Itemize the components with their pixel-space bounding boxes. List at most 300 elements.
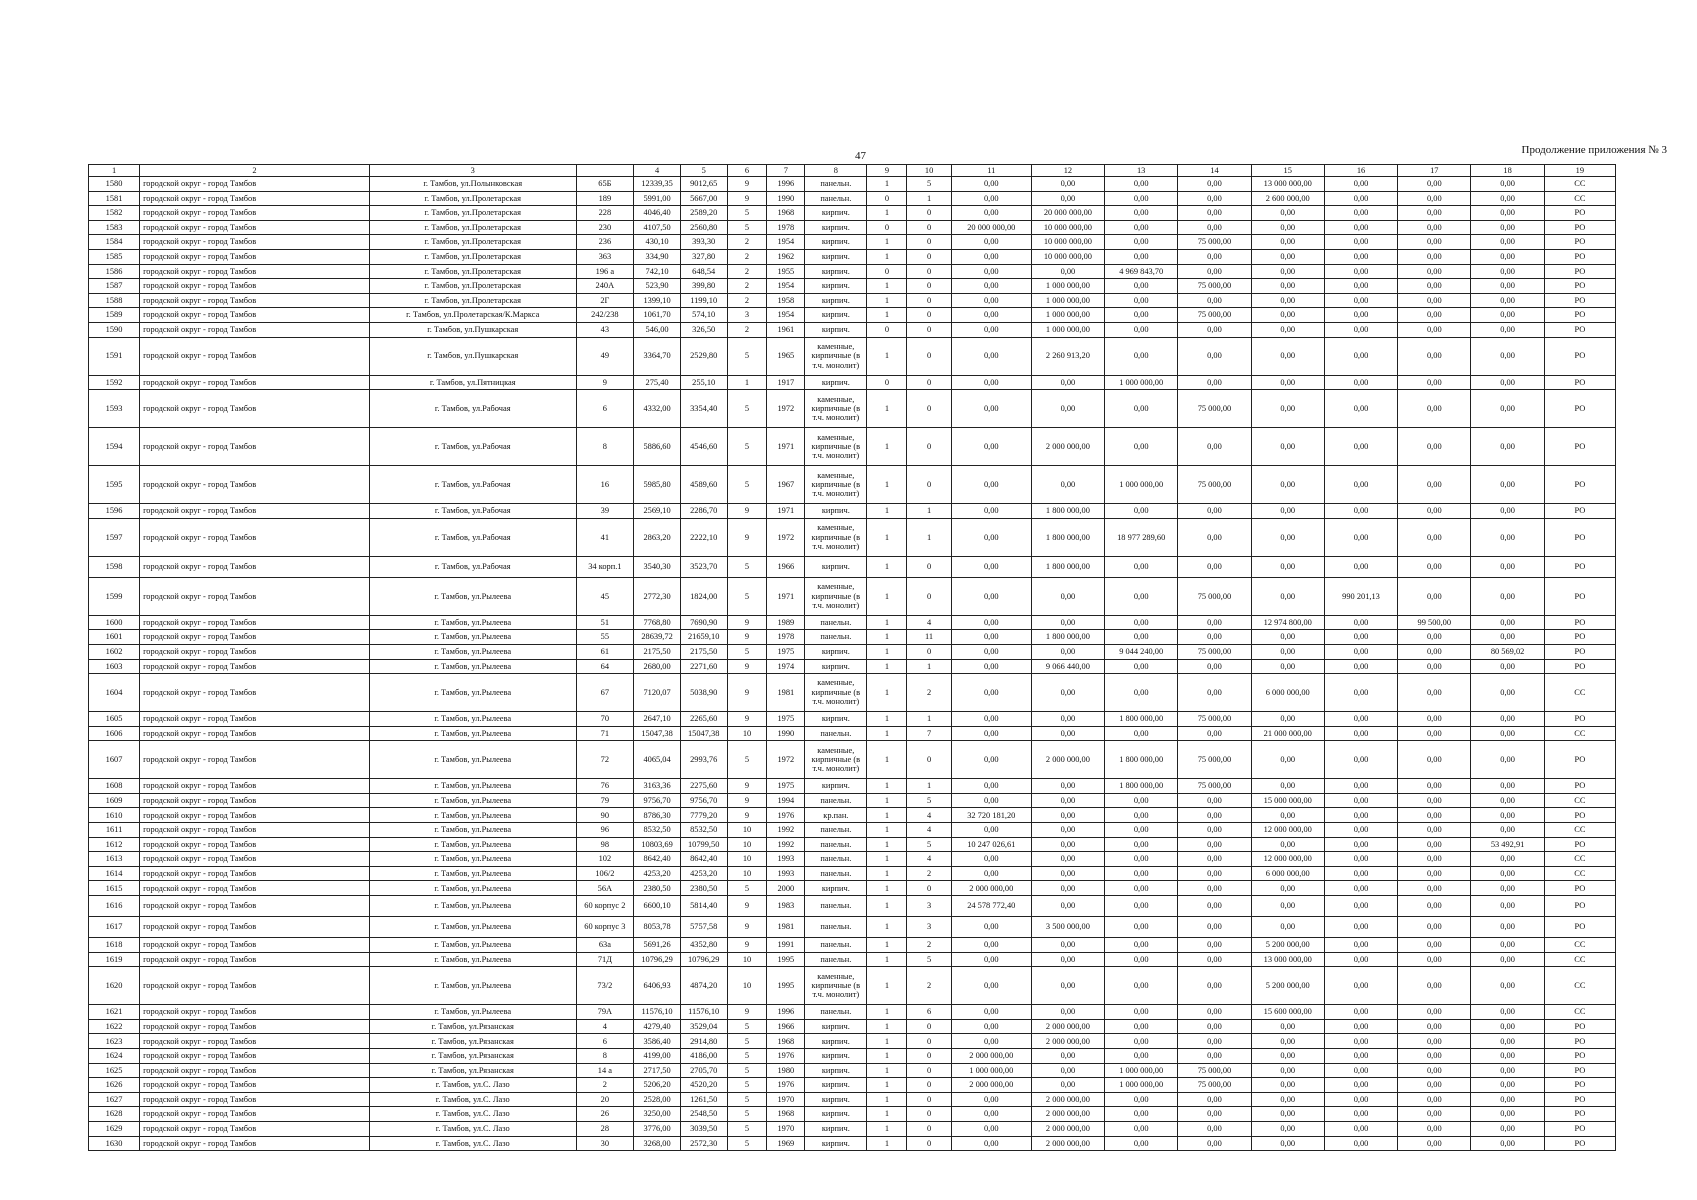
- table-cell: 0,00: [1105, 896, 1178, 917]
- table-cell: городской округ - город Тамбов: [140, 881, 370, 896]
- table-cell: 0,00: [1178, 1034, 1251, 1049]
- table-cell: 28639,72: [634, 630, 681, 645]
- table-cell: 6600,10: [634, 896, 681, 917]
- table-cell: 1: [867, 1063, 907, 1078]
- table-cell: 75 000,00: [1178, 390, 1251, 428]
- table-cell: 1: [867, 390, 907, 428]
- table-cell: 0,00: [1251, 337, 1324, 375]
- table-row: [89, 518, 1616, 556]
- table-cell: 1: [867, 896, 907, 917]
- table-cell: 240А: [576, 279, 634, 294]
- table-cell: 9: [727, 896, 767, 917]
- table-cell: 0: [907, 1078, 951, 1093]
- table-cell: 0,00: [951, 264, 1031, 279]
- table-cell: 7768,80: [634, 615, 681, 630]
- table-cell: 6406,93: [634, 967, 681, 1005]
- table-cell: городской округ - город Тамбов: [140, 952, 370, 967]
- table-cell: 0,00: [951, 235, 1031, 250]
- table-cell: 1605: [89, 712, 140, 727]
- table-cell: 49: [576, 337, 634, 375]
- table-cell: 1612: [89, 837, 140, 852]
- table-cell: 0: [907, 235, 951, 250]
- table-cell: 1623: [89, 1034, 140, 1049]
- table-cell: 1610: [89, 808, 140, 823]
- table-cell: 1975: [767, 712, 805, 727]
- table-cell: 1 000 000,00: [1105, 1063, 1178, 1078]
- table-cell: 0,00: [1251, 644, 1324, 659]
- table-cell: 12339,35: [634, 177, 681, 192]
- table-cell: 1627: [89, 1092, 140, 1107]
- table-cell: 2569,10: [634, 504, 681, 519]
- table-cell: 0,00: [1031, 837, 1104, 852]
- table-cell: 5: [727, 1063, 767, 1078]
- table-cell: 6: [576, 390, 634, 428]
- table-cell: 230: [576, 220, 634, 235]
- table-cell: 0,00: [1398, 779, 1471, 794]
- table-row: [89, 220, 1616, 235]
- table-cell: РО: [1544, 1078, 1615, 1093]
- table-cell: 1967: [767, 466, 805, 504]
- table-cell: 0,00: [1471, 466, 1544, 504]
- table-cell: городской округ - город Тамбов: [140, 712, 370, 727]
- table-cell: 1968: [767, 206, 805, 221]
- table-cell: 1: [867, 177, 907, 192]
- table-cell: 1: [867, 1005, 907, 1020]
- table-cell: 0,00: [951, 293, 1031, 308]
- table-cell: 0,00: [1324, 293, 1397, 308]
- table-cell: 0,00: [1398, 249, 1471, 264]
- table-cell: 0,00: [1178, 220, 1251, 235]
- table-cell: РО: [1544, 390, 1615, 428]
- table-cell: 1261,50: [680, 1092, 727, 1107]
- table-cell: 1993: [767, 852, 805, 867]
- table-cell: 0,00: [1105, 235, 1178, 250]
- table-cell: городской округ - город Тамбов: [140, 1107, 370, 1122]
- table-cell: 0,00: [1251, 518, 1324, 556]
- table-cell: 0,00: [1178, 674, 1251, 712]
- table-row: [89, 644, 1616, 659]
- table-cell: 12 000 000,00: [1251, 852, 1324, 867]
- table-cell: 10: [727, 952, 767, 967]
- table-cell: 1597: [89, 518, 140, 556]
- table-cell: 1: [867, 967, 907, 1005]
- table-cell: 0,00: [1105, 852, 1178, 867]
- table-cell: 0,00: [1178, 896, 1251, 917]
- table-cell: панельн.: [805, 191, 867, 206]
- table-cell: 0,00: [1398, 793, 1471, 808]
- table-cell: 5: [727, 1078, 767, 1093]
- table-cell: 0,00: [951, 852, 1031, 867]
- table-cell: 2 000 000,00: [951, 1078, 1031, 1093]
- table-cell: 0,00: [951, 1005, 1031, 1020]
- table-cell: 0,00: [951, 308, 1031, 323]
- table-cell: городской округ - город Тамбов: [140, 249, 370, 264]
- table-cell: 0,00: [1324, 206, 1397, 221]
- table-cell: РО: [1544, 1136, 1615, 1151]
- table-row: [89, 504, 1616, 519]
- table-cell: 0,00: [1471, 1034, 1544, 1049]
- table-cell: 0,00: [1471, 504, 1544, 519]
- table-cell: 1622: [89, 1019, 140, 1034]
- table-cell: г. Тамбов, ул.Рязанская: [369, 1063, 576, 1078]
- table-cell: 2380,50: [634, 881, 681, 896]
- table-cell: г. Тамбов, ул.Рылеева: [369, 881, 576, 896]
- table-cell: 32 720 181,20: [951, 808, 1031, 823]
- table-cell: 334,90: [634, 249, 681, 264]
- table-row: [89, 823, 1616, 838]
- table-cell: кирпич.: [805, 504, 867, 519]
- table-cell: 0,00: [951, 504, 1031, 519]
- table-cell: 13 000 000,00: [1251, 952, 1324, 967]
- table-cell: 0,00: [1471, 279, 1544, 294]
- table-cell: 72: [576, 741, 634, 779]
- table-cell: РО: [1544, 1063, 1615, 1078]
- table-cell: 0,00: [951, 390, 1031, 428]
- table-cell: 8532,50: [634, 823, 681, 838]
- table-cell: 0,00: [1251, 837, 1324, 852]
- table-row: [89, 249, 1616, 264]
- table-cell: 0,00: [1031, 375, 1104, 390]
- table-cell: 16: [576, 466, 634, 504]
- table-cell: 75 000,00: [1178, 779, 1251, 794]
- table-cell: 0,00: [1324, 1092, 1397, 1107]
- table-cell: 75 000,00: [1178, 644, 1251, 659]
- table-cell: 0,00: [1251, 308, 1324, 323]
- table-cell: 0,00: [1398, 1063, 1471, 1078]
- table-cell: 0,00: [1324, 659, 1397, 674]
- table-cell: 1 000 000,00: [1031, 322, 1104, 337]
- table-cell: 0: [907, 1121, 951, 1136]
- table-cell: 0,00: [1324, 279, 1397, 294]
- table-cell: 0,00: [1471, 1107, 1544, 1122]
- table-cell: 0,00: [951, 967, 1031, 1005]
- table-cell: кирпич.: [805, 206, 867, 221]
- table-cell: 0,00: [1105, 504, 1178, 519]
- table-cell: 4253,20: [680, 866, 727, 881]
- table-cell: 5985,80: [634, 466, 681, 504]
- table-cell: 75 000,00: [1178, 712, 1251, 727]
- table-cell: г. Тамбов, ул.Рылеева: [369, 808, 576, 823]
- table-cell: 0,00: [1471, 726, 1544, 741]
- table-cell: 0,00: [1251, 630, 1324, 645]
- table-cell: кирпич.: [805, 375, 867, 390]
- table-cell: 1 800 000,00: [1105, 741, 1178, 779]
- table-cell: 0,00: [1471, 1078, 1544, 1093]
- table-cell: 648,54: [680, 264, 727, 279]
- table-cell: кр.пан.: [805, 808, 867, 823]
- table-cell: 0,00: [1251, 279, 1324, 294]
- table-cell: 5: [907, 952, 951, 967]
- table-cell: 6 000 000,00: [1251, 674, 1324, 712]
- table-cell: 0,00: [1398, 375, 1471, 390]
- table-cell: 0,00: [1398, 577, 1471, 615]
- table-cell: г. Тамбов, ул.Рылеева: [369, 741, 576, 779]
- table-cell: 0,00: [1471, 793, 1544, 808]
- table-cell: 0,00: [1105, 279, 1178, 294]
- table-cell: РО: [1544, 1107, 1615, 1122]
- table-cell: г. Тамбов, ул.Пролетарская: [369, 235, 576, 250]
- table-cell: 5814,40: [680, 896, 727, 917]
- table-cell: 0,00: [951, 249, 1031, 264]
- table-cell: 2 260 913,20: [1031, 337, 1104, 375]
- table-cell: 0,00: [1471, 556, 1544, 577]
- table-cell: РО: [1544, 644, 1615, 659]
- table-cell: 1582: [89, 206, 140, 221]
- table-cell: 0,00: [1105, 1121, 1178, 1136]
- table-cell: 0,00: [1324, 518, 1397, 556]
- table-cell: 0,00: [1105, 793, 1178, 808]
- table-cell: 0,00: [1398, 466, 1471, 504]
- table-cell: городской округ - город Тамбов: [140, 1063, 370, 1078]
- column-header: 9: [867, 165, 907, 177]
- table-cell: 10: [727, 967, 767, 1005]
- table-cell: 0,00: [1324, 852, 1397, 867]
- table-cell: 0: [907, 1136, 951, 1151]
- table-cell: 0,00: [1471, 390, 1544, 428]
- table-cell: 0,00: [1324, 917, 1397, 938]
- table-cell: 1598: [89, 556, 140, 577]
- table-cell: 0,00: [1031, 264, 1104, 279]
- table-row: [89, 337, 1616, 375]
- table-cell: городской округ - город Тамбов: [140, 1136, 370, 1151]
- table-cell: 0,00: [1471, 741, 1544, 779]
- table-cell: 0: [867, 322, 907, 337]
- table-cell: 1596: [89, 504, 140, 519]
- table-cell: РО: [1544, 249, 1615, 264]
- table-cell: 10799,50: [680, 837, 727, 852]
- table-cell: 106/2: [576, 866, 634, 881]
- table-cell: 0,00: [1398, 191, 1471, 206]
- table-cell: 10 000 000,00: [1031, 249, 1104, 264]
- table-cell: городской округ - город Тамбов: [140, 659, 370, 674]
- table-cell: 0,00: [1178, 938, 1251, 953]
- table-cell: 0,00: [1105, 1107, 1178, 1122]
- table-cell: 1626: [89, 1078, 140, 1093]
- table-cell: 0,00: [1398, 235, 1471, 250]
- table-cell: г. Тамбов, ул.Рылеева: [369, 823, 576, 838]
- table-cell: 1989: [767, 615, 805, 630]
- table-cell: 11: [907, 630, 951, 645]
- table-cell: панельн.: [805, 177, 867, 192]
- table-cell: 0,00: [1471, 1005, 1544, 1020]
- table-cell: 0,00: [1324, 375, 1397, 390]
- table-cell: СС: [1544, 938, 1615, 953]
- table-cell: панельн.: [805, 726, 867, 741]
- table-cell: городской округ - город Тамбов: [140, 1034, 370, 1049]
- table-cell: 0,00: [1398, 630, 1471, 645]
- table-cell: 0: [907, 881, 951, 896]
- table-cell: 0,00: [1251, 1092, 1324, 1107]
- table-cell: 1: [867, 279, 907, 294]
- table-cell: г. Тамбов, ул.Рылеева: [369, 967, 576, 1005]
- table-cell: 2529,80: [680, 337, 727, 375]
- table-cell: 0,00: [1251, 1136, 1324, 1151]
- table-cell: 10796,29: [680, 952, 727, 967]
- table-cell: 0,00: [1398, 881, 1471, 896]
- table-cell: городской округ - город Тамбов: [140, 206, 370, 221]
- table-cell: 0,00: [1031, 823, 1104, 838]
- table-cell: 75 000,00: [1178, 577, 1251, 615]
- table-cell: 0,00: [1398, 177, 1471, 192]
- table-cell: городской округ - город Тамбов: [140, 917, 370, 938]
- table-cell: панельн.: [805, 938, 867, 953]
- table-cell: 0,00: [1105, 1136, 1178, 1151]
- table-cell: городской округ - город Тамбов: [140, 866, 370, 881]
- table-row: [89, 1005, 1616, 1020]
- table-cell: 1: [867, 556, 907, 577]
- table-cell: 0,00: [951, 726, 1031, 741]
- table-cell: РО: [1544, 220, 1615, 235]
- table-cell: РО: [1544, 615, 1615, 630]
- table-cell: 64: [576, 659, 634, 674]
- table-cell: 1992: [767, 837, 805, 852]
- table-cell: 0,00: [1398, 823, 1471, 838]
- table-cell: 1983: [767, 896, 805, 917]
- table-cell: 3268,00: [634, 1136, 681, 1151]
- table-cell: 0,00: [1178, 967, 1251, 1005]
- table-cell: г. Тамбов, ул.Рабочая: [369, 390, 576, 428]
- table-cell: 1: [867, 644, 907, 659]
- table-cell: 0,00: [1471, 779, 1544, 794]
- table-cell: 1: [867, 852, 907, 867]
- table-cell: 0,00: [1398, 1005, 1471, 1020]
- table-cell: 0,00: [1031, 852, 1104, 867]
- table-cell: РО: [1544, 428, 1615, 466]
- table-cell: 75 000,00: [1178, 1063, 1251, 1078]
- table-cell: 0,00: [1324, 322, 1397, 337]
- table-cell: 399,80: [680, 279, 727, 294]
- table-cell: 1: [727, 375, 767, 390]
- table-cell: 0: [907, 264, 951, 279]
- table-row: [89, 741, 1616, 779]
- table-cell: 0,00: [1031, 881, 1104, 896]
- table-cell: 4: [576, 1019, 634, 1034]
- column-header: 6: [727, 165, 767, 177]
- table-cell: 1981: [767, 674, 805, 712]
- table-cell: 0,00: [1105, 938, 1178, 953]
- table-cell: 0,00: [1031, 1049, 1104, 1064]
- table-row: [89, 191, 1616, 206]
- table-cell: 0,00: [1178, 1136, 1251, 1151]
- table-cell: кирпич.: [805, 1019, 867, 1034]
- table-cell: 574,10: [680, 308, 727, 323]
- table-cell: 0,00: [1398, 866, 1471, 881]
- table-cell: 1: [907, 779, 951, 794]
- table-cell: 1599: [89, 577, 140, 615]
- table-cell: городской округ - город Тамбов: [140, 808, 370, 823]
- table-cell: 2680,00: [634, 659, 681, 674]
- table-cell: каменные, кирпичные (в т.ч. монолит): [805, 741, 867, 779]
- table-cell: 0,00: [951, 279, 1031, 294]
- table-cell: 2 000 000,00: [1031, 1136, 1104, 1151]
- table-cell: 0,00: [1324, 866, 1397, 881]
- table-cell: 0: [907, 1063, 951, 1078]
- table-cell: 0,00: [1178, 630, 1251, 645]
- table-row: [89, 235, 1616, 250]
- table-cell: 0,00: [1105, 337, 1178, 375]
- table-cell: 1 800 000,00: [1031, 518, 1104, 556]
- table-cell: 0,00: [1105, 952, 1178, 967]
- table-cell: 5 200 000,00: [1251, 967, 1324, 1005]
- table-cell: РО: [1544, 1034, 1615, 1049]
- table-cell: 1: [867, 674, 907, 712]
- table-cell: 0,00: [1178, 249, 1251, 264]
- table-cell: 1: [867, 293, 907, 308]
- column-header: 1: [89, 165, 140, 177]
- table-cell: 0,00: [1251, 264, 1324, 279]
- table-cell: 0,00: [1105, 220, 1178, 235]
- table-cell: 55: [576, 630, 634, 645]
- table-cell: 255,10: [680, 375, 727, 390]
- table-cell: 0,00: [1105, 823, 1178, 838]
- table-cell: 5: [727, 741, 767, 779]
- table-cell: 8: [576, 1049, 634, 1064]
- table-cell: 0,00: [1105, 726, 1178, 741]
- table-cell: СС: [1544, 967, 1615, 1005]
- table-cell: 0,00: [1105, 249, 1178, 264]
- table-cell: 0,00: [1178, 504, 1251, 519]
- table-cell: 4: [907, 852, 951, 867]
- table-cell: 4186,00: [680, 1049, 727, 1064]
- table-cell: 0,00: [1471, 220, 1544, 235]
- table-cell: 0,00: [1031, 952, 1104, 967]
- table-cell: 63а: [576, 938, 634, 953]
- table-cell: 0,00: [1105, 293, 1178, 308]
- table-row: [89, 1092, 1616, 1107]
- table-cell: 1: [867, 866, 907, 881]
- table-cell: 18 977 289,60: [1105, 518, 1178, 556]
- table-cell: 0,00: [1251, 1078, 1324, 1093]
- table-cell: 0,00: [1471, 881, 1544, 896]
- table-cell: 0,00: [1471, 896, 1544, 917]
- table-cell: 0,00: [1178, 293, 1251, 308]
- table-cell: 1: [867, 938, 907, 953]
- table-cell: 0,00: [1324, 952, 1397, 967]
- table-cell: 0,00: [1324, 741, 1397, 779]
- table-cell: 1: [867, 1121, 907, 1136]
- table-cell: городской округ - город Тамбов: [140, 466, 370, 504]
- table-cell: кирпич.: [805, 644, 867, 659]
- table-cell: 0,00: [1324, 220, 1397, 235]
- table-cell: 1617: [89, 917, 140, 938]
- table-cell: 3540,30: [634, 556, 681, 577]
- table-cell: 0,00: [1105, 191, 1178, 206]
- table-cell: 1 000 000,00: [1031, 279, 1104, 294]
- table-cell: 1 000 000,00: [1105, 1078, 1178, 1093]
- table-cell: 9: [727, 504, 767, 519]
- table-cell: городской округ - город Тамбов: [140, 793, 370, 808]
- table-cell: РО: [1544, 556, 1615, 577]
- table-cell: 0,00: [1398, 1049, 1471, 1064]
- table-cell: 0,00: [1251, 206, 1324, 221]
- table-cell: 275,40: [634, 375, 681, 390]
- table-cell: 0,00: [1031, 177, 1104, 192]
- table-cell: 1586: [89, 264, 140, 279]
- table-cell: 1: [867, 1107, 907, 1122]
- table-cell: 3364,70: [634, 337, 681, 375]
- table-cell: 0,00: [1324, 428, 1397, 466]
- table-cell: кирпич.: [805, 1107, 867, 1122]
- table-cell: 0,00: [1324, 793, 1397, 808]
- table-cell: кирпич.: [805, 1092, 867, 1107]
- column-header: 5: [680, 165, 727, 177]
- table-row: [89, 556, 1616, 577]
- table-cell: 3163,36: [634, 779, 681, 794]
- table-cell: 1399,10: [634, 293, 681, 308]
- table-cell: 0: [907, 220, 951, 235]
- table-cell: 0,00: [1178, 659, 1251, 674]
- table-cell: 0,00: [951, 1136, 1031, 1151]
